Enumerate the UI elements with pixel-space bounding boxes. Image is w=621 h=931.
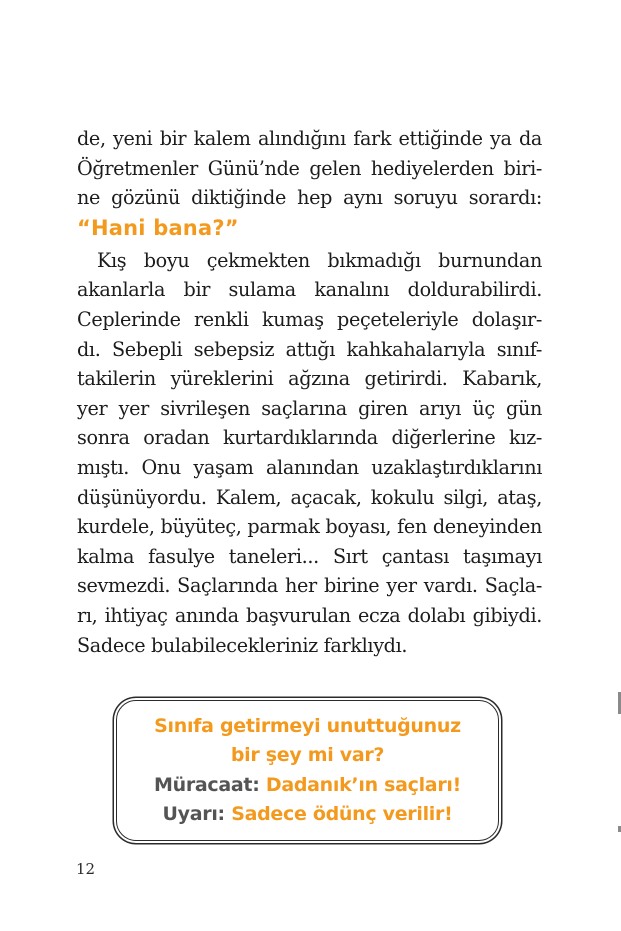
- callout-box: [116, 700, 499, 841]
- callout-line-4: [117, 800, 498, 830]
- callout-line-1: Sınıfa getirmeyi unuttuğunuz: [154, 714, 461, 737]
- callout-label-uyari: Uyarı:: [162, 803, 225, 825]
- text-line: Ceplerinde renkli kumaş peçeteleriyle dolaşır-: [77, 307, 542, 331]
- text-line: mıştı. Onu yaşam alanından uzaklaştırdıklarını: [77, 455, 542, 479]
- text-line: yer yer sivrileşen saçlarına giren arıyı üç gün: [77, 396, 542, 420]
- text-line: takilerin yüreklerini ağzına getirirdi. Kabarık,: [77, 367, 542, 391]
- text-line: kurdele, büyüteç, parmak boyası, fen deneyinden: [77, 515, 542, 539]
- callout-value-muracaat: Dadanık’ın saçları!: [265, 773, 461, 796]
- highlighted-quote: “Hani bana?”: [77, 215, 239, 240]
- callout-line-3: [117, 771, 498, 801]
- text-line: ne gözünü diktiğinde hep aynı soruyu sorardı:: [77, 186, 542, 210]
- text-line: rı, ihtiyaç anında başvurulan ecza dolabı gibiydi.: [77, 603, 542, 627]
- text-line: kalma fasulye taneleri... Sırt çantası taşımayı: [77, 544, 542, 568]
- text-line: sevmezdi. Saçlarında her birine yer vardı. Saçla-: [77, 574, 542, 598]
- text-line: de, yeni bir kalem alındığını fark ettiğinde ya da: [77, 127, 542, 150]
- text-line: Öğretmenler Günü’nde gelen hediyelerden biri-: [77, 156, 542, 180]
- page-number: 12: [76, 860, 96, 878]
- text-line: sonra oradan kurtardıklarında diğerlerine kız-: [77, 426, 542, 450]
- text-line: Kış boyu çekmekten bıkmadığı burnundan: [97, 248, 542, 272]
- callout-line-2: bir şey mi var?: [230, 744, 385, 766]
- callout-value-uyari: Sadece ödünç verilir!: [231, 803, 453, 825]
- text-line: akanlarla bir sulama kanalını doldurabilirdi.: [77, 278, 542, 302]
- callout-label-muracaat: Müracaat:: [154, 773, 260, 796]
- text-line: düşünüyordu. Kalem, açacak, kokulu silgi, ataş,: [77, 485, 542, 509]
- text-line: dı. Sebepli sebepsiz attığı kahkahalarıyla sınıf-: [77, 337, 542, 361]
- body-text: [77, 124, 542, 660]
- text-line: Sadece bulabilecekleriniz farklıydı.: [77, 633, 408, 657]
